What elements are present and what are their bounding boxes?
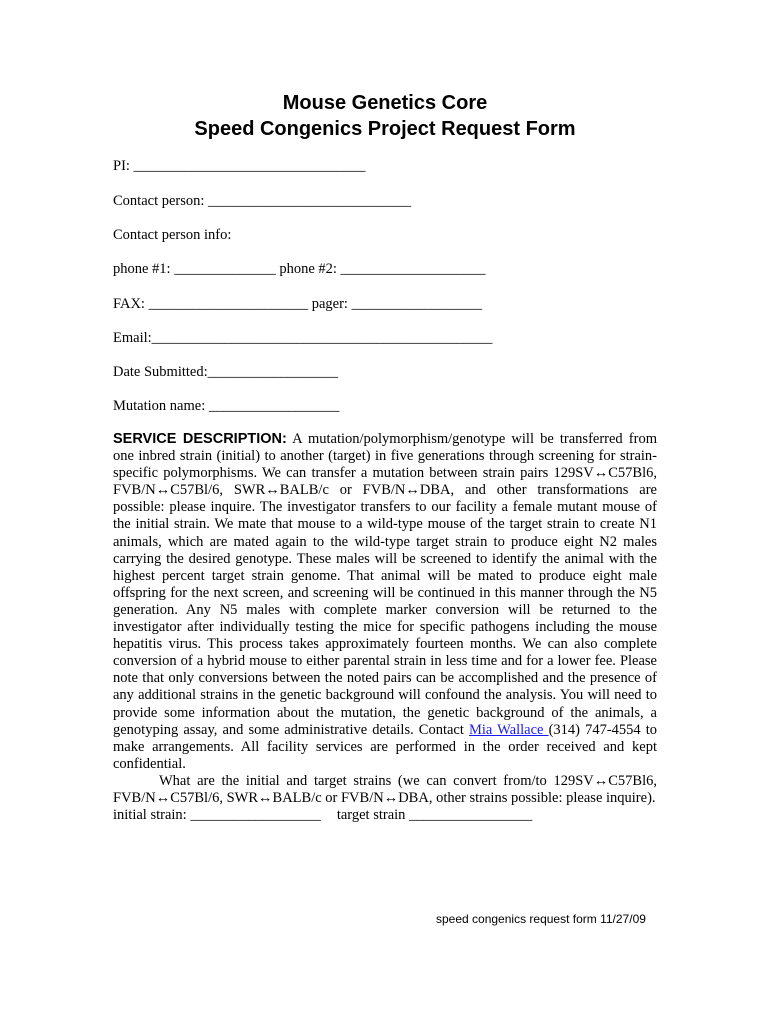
page-title: Mouse Genetics Core	[282, 92, 488, 114]
service-heading: SERVICE DESCRIPTION:	[113, 431, 287, 447]
service-description	[113, 431, 657, 824]
pi-field[interactable]: PI: ________________________________	[113, 158, 366, 174]
page-subtitle: Speed Congenics Project Request Form	[194, 118, 576, 140]
service-body: A mutation/polymorphism/genotype will be transferred from one inbred strain (initial) to another (target) in five generations through screening for strain-specific polymorphisms. We can transfer a mutation between strain pairs 129SV↔C57Bl6, FVB/N↔C57Bl/6, SWR↔BALB/c or FVB/N↔DBA, and other transformations are possible: please inquire. The investigator transfers to our facility a female mutant mouse of the initial strain. We mate that mouse to a wild-type mouse of the target strain to create N1 animals, which are mated again to the wild-type target strain to produce eight N2 males carrying the desired genotype. These males will be screened to identify the animal with the highest percent target strain genome. That animal will be mated to produce eight male offspring for the next screen, and screening will be continued in this manner through the N5 generation. Any N5 males with complete marker conversion will be returned to the investigator after individually testing the mice for specific pathogens including the mouse hepatitis virus. This process takes approximately fourteen months. We can also complete conversion of a hybrid mouse to either parental strain in less time and for a lower fee. Please note that only conversions between the noted pairs can be accomplished and the presence of any additional strains in the genetic background will confound the analysis. You will need to provide some information about the mutation, the genetic background of the animals, a genotyping assay, and some administrative details. Contact	[113, 431, 657, 738]
strain-fields	[113, 807, 657, 824]
phone-fields[interactable]: phone #1: ______________ phone #2: ____________________	[113, 261, 486, 277]
strain-question: What are the initial and target strains (we can convert from/to 129SV↔C57Bl6, FVB/N↔C57Bl/6, SWR↔BALB/c or FVB/N↔DBA, other strains possible: please inquire).	[113, 772, 657, 806]
contact-link[interactable]: Mia Wallace	[468, 721, 549, 738]
footer-text: speed congenics request form 11/27/09	[436, 912, 646, 926]
date-submitted-field[interactable]: Date Submitted:__________________	[113, 364, 339, 380]
contact-info-label: Contact person info:	[113, 227, 232, 243]
mutation-name-field[interactable]: Mutation name: __________________	[113, 398, 340, 414]
email-field[interactable]: Email:_______________________________________________	[113, 330, 493, 346]
initial-strain-field[interactable]: initial strain: __________________	[113, 807, 321, 824]
target-strain-field[interactable]: target strain _________________	[336, 807, 533, 824]
contact-person-field[interactable]: Contact person: ____________________________	[113, 193, 412, 209]
service-paragraph	[113, 431, 657, 773]
service-body-end: (314) 747-4554 to make arrangements. All facility services are performed in the order received and kept confidential.	[113, 721, 658, 772]
fax-pager-fields[interactable]: FAX: ______________________ pager: __________________	[113, 296, 483, 312]
